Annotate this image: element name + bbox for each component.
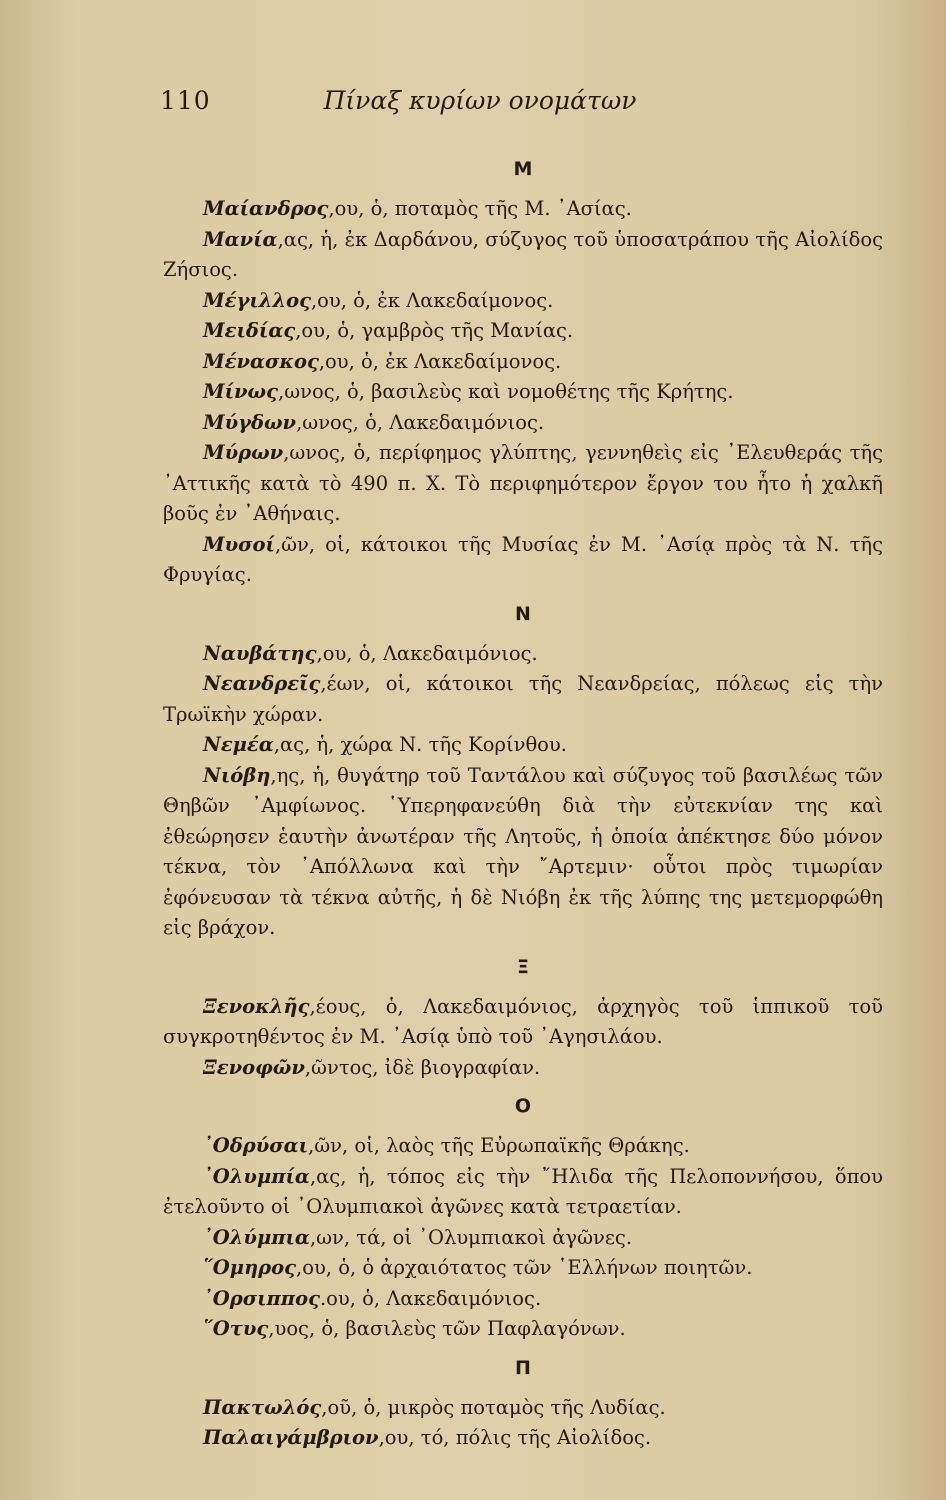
index-entry bbox=[163, 194, 883, 225]
section-2 bbox=[163, 599, 883, 948]
page-header bbox=[160, 86, 880, 126]
entry-definition: .ου, ὁ, Λακεδαιμόνιος. bbox=[319, 1286, 542, 1310]
entry-headword: ῞Οτυς bbox=[203, 1317, 269, 1340]
index-entry bbox=[163, 286, 883, 317]
entry-definition: ,υος, ὁ, βασιλεὺς τῶν Παφλαγόνων. bbox=[268, 1317, 626, 1340]
index-entry bbox=[163, 1131, 883, 1162]
entry-definition: ,ωνος, ὁ, περίφημος γλύπτης, γεννηθεὶς εἰς ᾿Ελευθεράς τῆς ᾿Αττικῆς κατὰ τὸ 490 π. Χ. Τὸ περιφημότερον ἔργον του ἦτο ἡ χαλκῆ βοῦς ἐν ᾿Αθήναις. bbox=[163, 441, 883, 525]
index-entry bbox=[163, 1162, 883, 1223]
index-entry bbox=[163, 438, 883, 530]
index-entry bbox=[163, 730, 883, 761]
entry-definition: ,ῶν, οἱ, λαὸς τῆς Εὐρωπαϊκῆς Θράκης. bbox=[308, 1134, 690, 1157]
entry-definition: ,ου, τό, πόλις τῆς Αἰολίδος. bbox=[378, 1426, 652, 1449]
entry-definition: ,ου, ὁ, ποταμὸς τῆς Μ. ᾿Ασίας. bbox=[328, 197, 632, 220]
entry-headword: ῞Ομηρος bbox=[203, 1256, 297, 1279]
index-entry bbox=[163, 316, 883, 347]
index-entry bbox=[163, 225, 883, 286]
entry-definition: ,ου, ὁ, γαμβρὸς τῆς Μανίας. bbox=[295, 319, 574, 342]
entry-definition: ,ου, ὁ, ἐκ Λακεδαίμονος. bbox=[310, 288, 554, 312]
section-1 bbox=[163, 154, 883, 595]
entry-headword: Μύγδων bbox=[203, 410, 297, 434]
entry-headword: ᾿Ορσιππος bbox=[203, 1286, 320, 1310]
entry-definition: ,έων, οἱ, κάτοικοι τῆς Νεανδρείας, πόλεως εἰς τὴν Τρωϊκὴν χώραν. bbox=[163, 672, 883, 726]
section-letter: Ν bbox=[515, 602, 531, 625]
index-entry bbox=[163, 639, 883, 670]
index-entry bbox=[163, 669, 883, 730]
index-entry bbox=[163, 1284, 883, 1315]
entry-definition: ,ας, ἡ, τόπος εἰς τὴν ῎Ηλιδα τῆς Πελοποννήσου, ὅπου ἐτελοῦντο οἱ ᾿Ολυμπιακοὶ ἀγῶνες κατὰ τετραετίαν. bbox=[163, 1164, 883, 1218]
section-letter: Μ bbox=[513, 158, 533, 180]
entry-headword: Πακτωλός bbox=[203, 1395, 322, 1419]
section-letter: Π bbox=[515, 1356, 531, 1379]
entry-headword: Μειδίας bbox=[203, 319, 296, 342]
entry-headword: Μένασκος bbox=[203, 349, 319, 373]
index-entry bbox=[163, 761, 883, 944]
section-3 bbox=[163, 952, 883, 1088]
index-entry bbox=[163, 992, 883, 1053]
section-letter: Ο bbox=[514, 1095, 532, 1117]
entry-definition: ,ωνος, ὁ, Λακεδαιμόνιος. bbox=[296, 410, 545, 434]
running-title: Πίναξ κυρίων ονομάτων bbox=[323, 86, 637, 115]
section-4 bbox=[163, 1091, 883, 1349]
index-content bbox=[163, 150, 883, 1458]
entry-headword: Ναυβάτης bbox=[203, 641, 317, 665]
index-entry bbox=[163, 408, 883, 439]
entry-definition: ,ῶν, οἱ, κάτοικοι τῆς Μυσίας ἐν Μ. ᾿Ασίᾳ πρὸς τὰ Ν. τῆς Φρυγίας. bbox=[163, 532, 883, 586]
entry-headword: ᾿Ολυμπία bbox=[203, 1164, 310, 1188]
entry-headword: ᾿Οδρύσαι bbox=[203, 1134, 309, 1157]
entry-headword: Μαίανδρος bbox=[203, 197, 329, 220]
entry-headword: Ξενοφῶν bbox=[203, 1055, 305, 1079]
entry-definition: ,ου, ὁ, ἐκ Λακεδαίμονος. bbox=[318, 349, 562, 373]
index-entry bbox=[163, 1053, 883, 1084]
entry-headword: Νεμέα bbox=[203, 733, 274, 756]
entry-definition: ,ης, ἡ, θυγάτηρ τοῦ Ταντάλου καὶ σύζυγος τοῦ βασιλέως τῶν Θηβῶν ᾿Αμφίωνος. ῾Υπερηφανεύθη διὰ τὴν εὐτεκνίαν της καὶ ἐθεώρησεν ἑαυτὴν ἀνωτέραν τῆς Λητοῦς, ἡ ὁποία ἀπέκτησε δύο μόνον τέκνα, τὸν ᾿Απόλλωνα καὶ τὴν ῎Αρτεμιν· οὗτοι πρὸς τιμωρίαν ἐφόνευσαν τὰ τέκνα αὐτῆς, ἡ δὲ Νιόβη ἐκ τῆς λύπης της μετεμορφώθη εἰς βράχον. bbox=[163, 763, 883, 939]
page-number: 110 bbox=[160, 86, 211, 115]
entry-headword: Παλαιγάμβριον bbox=[203, 1426, 379, 1449]
index-entry bbox=[163, 1223, 883, 1254]
entry-headword: Ξενοκλῆς bbox=[203, 994, 310, 1018]
index-entry bbox=[163, 1393, 883, 1424]
section-letter: Ξ bbox=[516, 955, 529, 978]
index-entry bbox=[163, 1314, 883, 1345]
entry-definition: ,ῶντος, ἰδὲ βιογραφίαν. bbox=[304, 1055, 541, 1079]
index-entry bbox=[163, 1253, 883, 1284]
entry-headword: Μέγιλλος bbox=[203, 288, 311, 312]
entry-headword: Μύρων bbox=[203, 441, 284, 464]
entry-headword: Νεανδρεῖς bbox=[203, 672, 321, 695]
entry-definition: ,οῦ, ὁ, μικρὸς ποταμὸς τῆς Λυδίας. bbox=[321, 1395, 666, 1419]
index-entry bbox=[163, 530, 883, 591]
index-entry bbox=[163, 377, 883, 408]
entry-headword: ᾿Ολύμπια bbox=[203, 1225, 310, 1249]
index-entry bbox=[163, 347, 883, 378]
entry-headword: Μίνως bbox=[203, 380, 278, 403]
entry-definition: ,ας, ἡ, χώρα Ν. τῆς Κορίνθου. bbox=[273, 733, 567, 756]
section-5 bbox=[163, 1353, 883, 1458]
index-entry bbox=[163, 1423, 883, 1454]
entry-headword: Μανία bbox=[203, 227, 278, 251]
entry-definition: ,ωνος, ὁ, βασιλεὺς καὶ νομοθέτης τῆς Κρήτης. bbox=[278, 380, 734, 403]
entry-definition: ,ων, τά, οἱ ᾿Ολυμπιακοὶ ἀγῶνες. bbox=[309, 1225, 633, 1249]
entry-definition: ,ου, ὁ, ὁ ἀρχαιότατος τῶν ῾Ελλήνων ποιητῶν. bbox=[296, 1256, 753, 1279]
entry-definition: ,έους, ὁ, Λακεδαιμόνιος, ἀρχηγὸς τοῦ ἱππικοῦ τοῦ συγκροτηθέντος ἐν Μ. ᾿Ασίᾳ ὑπὸ τοῦ ᾿Αγησιλάου. bbox=[163, 994, 883, 1048]
entry-definition: ,ου, ὁ, Λακεδαιμόνιος. bbox=[316, 641, 538, 665]
entry-headword: Μυσοί bbox=[203, 532, 275, 556]
entry-definition: ,ας, ἡ, ἐκ Δαρδάνου, σύζυγος τοῦ ὑποσατράπου τῆς Αἰολίδος Ζήσιος. bbox=[163, 227, 883, 281]
entry-headword: Νιόβη bbox=[203, 763, 271, 787]
